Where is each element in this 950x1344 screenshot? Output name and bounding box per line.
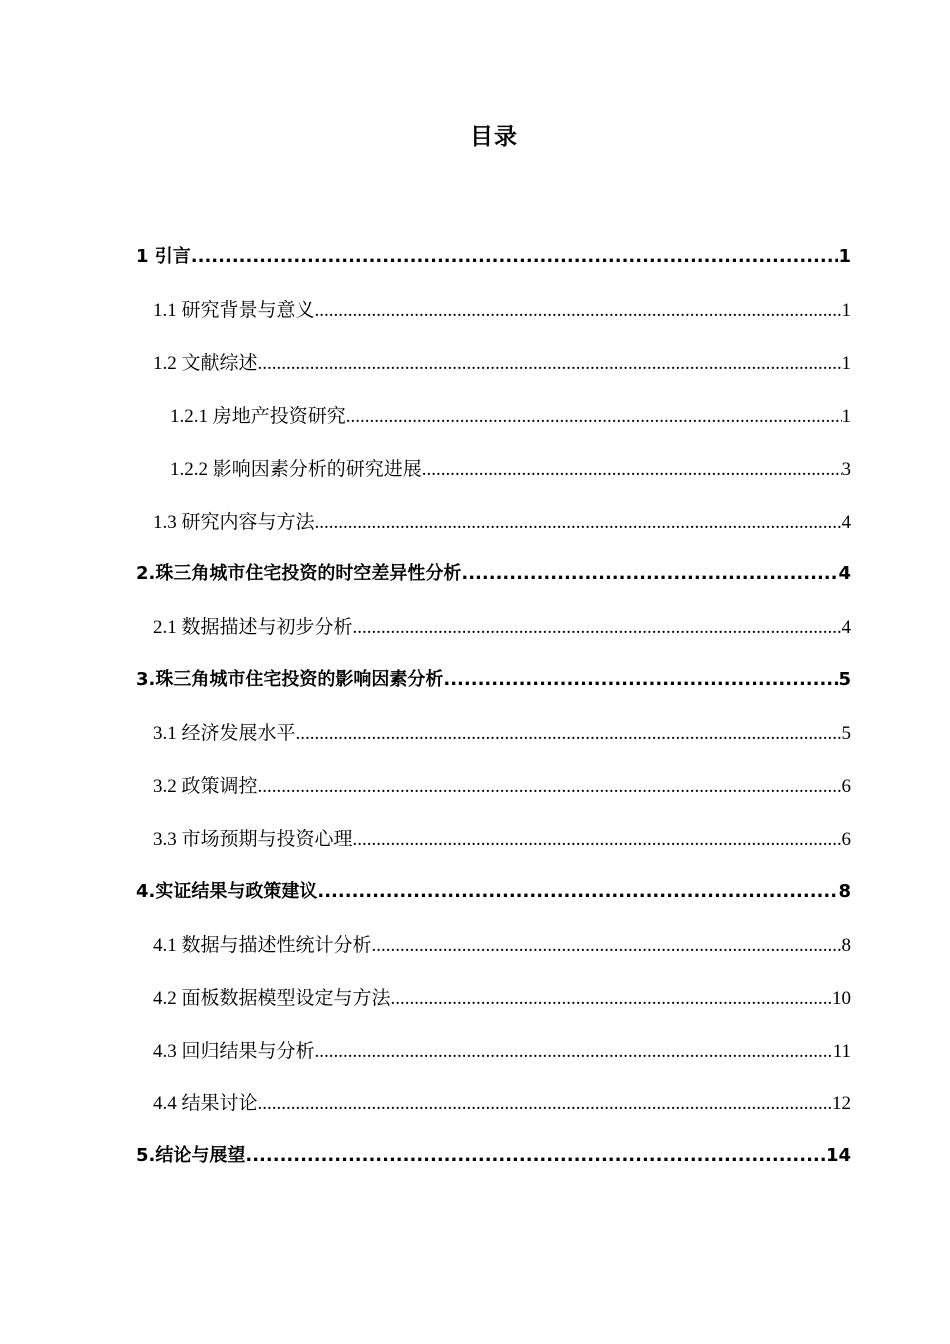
- toc-dot-leader: [372, 935, 842, 957]
- toc-entry-label: 4.3 回归结果与分析: [153, 1040, 315, 1062]
- toc-dot-leader: [391, 988, 832, 1010]
- toc-dot-leader: [258, 1093, 832, 1115]
- toc-page-number: 1: [838, 246, 851, 267]
- toc-entry[interactable]: [170, 401, 851, 431]
- toc-entry-label: 4.2 面板数据模型设定与方法: [153, 987, 391, 1009]
- toc-dot-leader: [353, 617, 842, 639]
- toc-entry-label: 4.4 结果讨论: [153, 1093, 258, 1115]
- toc-entry[interactable]: [136, 665, 851, 695]
- toc-entry-label: 3.2 政策调控: [153, 776, 258, 797]
- toc-page-number: 8: [841, 934, 851, 956]
- toc-page-number: 11: [832, 1040, 851, 1062]
- toc-entry-label: 3.珠三角城市住宅投资的影响因素分析: [136, 669, 444, 691]
- toc-entry[interactable]: [170, 454, 851, 484]
- toc-entry-label: 4.实证结果与政策建议: [136, 880, 318, 902]
- toc-entry-label: 3.3 市场预期与投资心理: [153, 828, 353, 850]
- toc-page-number: 1: [841, 352, 851, 374]
- toc-dot-leader: [317, 881, 838, 902]
- toc-dot-leader: [315, 300, 842, 322]
- toc-dot-leader: [315, 512, 842, 534]
- toc-entry[interactable]: [153, 983, 851, 1013]
- toc-dot-leader: [461, 563, 838, 584]
- toc-entry[interactable]: [153, 1088, 851, 1118]
- toc-entry-label: 1 引言: [136, 246, 191, 267]
- toc-page-number: 4: [841, 617, 851, 639]
- toc-entry[interactable]: [136, 559, 851, 589]
- toc-entry-label: 1.2 文献综述: [153, 352, 258, 374]
- toc-page-number: 6: [841, 828, 851, 850]
- toc-entry-label: 2.1 数据描述与初步分析: [153, 617, 353, 639]
- toc-page-number: 4: [838, 563, 851, 585]
- toc-entry[interactable]: [153, 718, 851, 748]
- toc-page-number: 6: [841, 776, 851, 797]
- toc-dot-leader: [191, 246, 839, 267]
- toc-page-number: 12: [832, 1093, 851, 1115]
- toc-entry[interactable]: [136, 242, 851, 272]
- toc-entry[interactable]: [153, 348, 851, 378]
- toc-dot-leader: [346, 406, 842, 428]
- toc-page-number: 5: [838, 669, 851, 691]
- toc-page-number: 3: [841, 458, 851, 480]
- toc-entry-label: 2.珠三角城市住宅投资的时空差异性分析: [136, 563, 462, 585]
- toc-dot-leader: [315, 1041, 833, 1063]
- toc-entry[interactable]: [153, 824, 851, 854]
- toc-page-number: 1: [841, 405, 851, 427]
- toc-entry[interactable]: [136, 1141, 851, 1171]
- toc-dot-leader: [258, 353, 842, 375]
- toc-entry[interactable]: [153, 930, 851, 960]
- toc-dot-leader: [353, 829, 842, 851]
- toc-entry-label: 1.2.2 影响因素分析的研究进展: [170, 458, 422, 480]
- toc-dot-leader: [258, 776, 842, 798]
- toc-page-number: 1: [841, 299, 851, 321]
- toc-entry[interactable]: [153, 771, 851, 801]
- toc-page-number: 4: [841, 511, 851, 533]
- toc-entry-label: 5.结论与展望: [136, 1145, 246, 1167]
- toc-entry[interactable]: [153, 507, 851, 537]
- toc-entry[interactable]: [153, 295, 851, 325]
- toc-dot-leader: [422, 459, 842, 481]
- toc-page-number: 5: [841, 723, 851, 745]
- toc-entry[interactable]: [153, 1036, 851, 1066]
- toc-dot-leader: [296, 723, 842, 745]
- toc-page-number: 8: [838, 880, 851, 902]
- toc-dot-leader: [443, 669, 838, 690]
- toc-page-number: 10: [832, 987, 851, 1009]
- toc-entry[interactable]: [153, 612, 851, 642]
- toc-entry[interactable]: [136, 877, 851, 907]
- toc-entry-label: 1.1 研究背景与意义: [153, 299, 315, 321]
- toc-page-number: 14: [825, 1145, 851, 1167]
- toc-entry-label: 4.1 数据与描述性统计分析: [153, 934, 372, 956]
- toc-entry-label: 1.3 研究内容与方法: [153, 511, 315, 533]
- toc-dot-leader: [245, 1145, 826, 1166]
- toc-entry-label: 3.1 经济发展水平: [153, 723, 296, 745]
- toc-entry-label: 1.2.1 房地产投资研究: [170, 405, 346, 427]
- toc-title: 目录: [470, 124, 518, 150]
